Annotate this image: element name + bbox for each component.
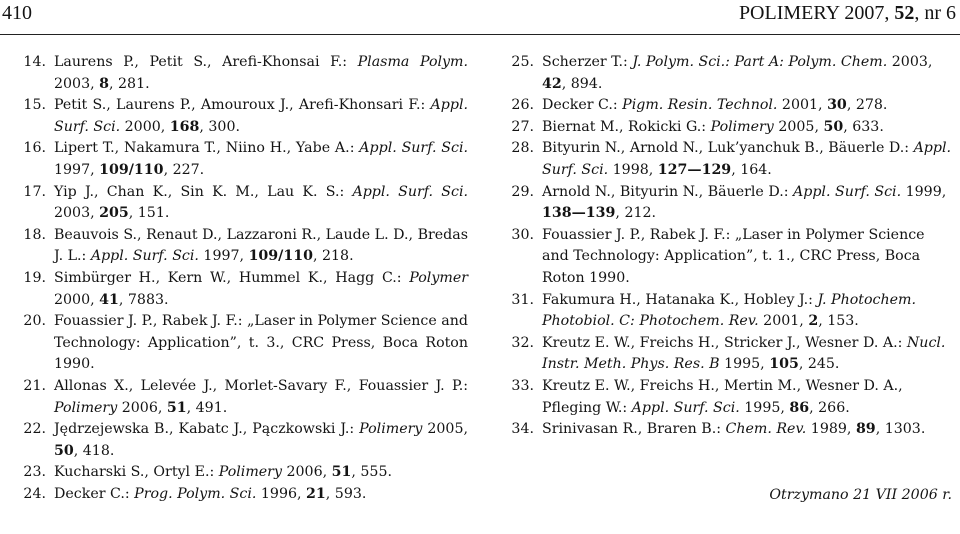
reference-segment: Srinivasan R., Braren B.:	[542, 421, 726, 438]
reference-source: J. Photochem. Photobiol. C: Photochem. Rev.	[542, 291, 916, 330]
reference-number: 21.	[23, 377, 46, 394]
reference-item	[14, 182, 468, 225]
reference-text	[542, 225, 952, 290]
reference-source: Polimery	[54, 399, 118, 416]
reference-volume: 42	[542, 75, 562, 92]
reference-text	[54, 376, 468, 419]
reference-segment: , 300.	[199, 118, 240, 135]
reference-segment: 2001,	[758, 313, 809, 330]
reference-segment: , 418.	[73, 442, 115, 459]
reference-source: Appl. Surf. Sci.	[352, 183, 468, 200]
reference-segment: , 633.	[843, 118, 884, 135]
reference-text	[542, 376, 952, 419]
reference-segment: Bityurin N., Arnold N., Luk’yanchuk B., Bäuerle D.:	[542, 140, 914, 157]
reference-source: Polymer	[409, 269, 468, 286]
reference-item	[506, 182, 952, 225]
reference-segment: , 218.	[312, 248, 354, 265]
reference-source: Appl. Surf. Sci.	[54, 97, 468, 135]
reference-segment: Fouassier J. P., Rabek J. F.: „Laser in Polymer Science and Technology: Application”, t. 3., CRC Press, Boca Roton 1990.	[54, 313, 468, 373]
reference-segment: 2001,	[777, 97, 828, 114]
reference-number: 18.	[23, 226, 46, 243]
journal-title: POLIMERY 2007, 52, nr 6	[738, 2, 956, 24]
reference-segment: 2005,	[773, 118, 824, 135]
reference-text	[542, 117, 952, 139]
reference-item	[14, 52, 468, 95]
reference-text	[54, 268, 468, 311]
page-header	[0, 0, 960, 35]
reference-number: 23.	[23, 464, 46, 481]
reference-item	[14, 268, 468, 311]
reference-segment: , 555.	[351, 464, 392, 481]
reference-segment: Decker C.:	[542, 97, 623, 114]
reference-segment: 2006,	[281, 464, 332, 481]
reference-item	[14, 462, 468, 484]
reference-volume: 127—129	[657, 161, 732, 178]
reference-source: Appl. Surf. Sci.	[90, 248, 199, 265]
reference-source: Polimery	[218, 464, 282, 481]
reference-volume: 21	[306, 485, 326, 502]
reference-source: Appl. Surf. Sci.	[631, 399, 740, 416]
reference-text	[54, 225, 468, 268]
reference-volume: 2	[808, 313, 819, 330]
reference-text	[54, 484, 468, 506]
reference-source: Plasma Polym.	[357, 54, 468, 70]
reference-number: 17.	[23, 183, 46, 200]
reference-text	[54, 182, 468, 225]
reference-number: 31.	[511, 291, 534, 308]
reference-source: Appl. Surf. Sci.	[542, 140, 952, 178]
reference-item	[506, 376, 952, 419]
reference-segment: 2003,	[54, 75, 100, 92]
reference-volume: 109/110	[99, 161, 164, 178]
reference-number: 22.	[23, 421, 46, 438]
reference-segment: Decker C.:	[54, 485, 135, 502]
reference-segment: 2006,	[117, 399, 167, 416]
reference-text	[542, 333, 952, 376]
reference-number: 14.	[23, 54, 46, 70]
reference-segment: , 227.	[163, 161, 205, 178]
reference-volume: 50	[54, 442, 74, 459]
reference-text	[54, 311, 468, 376]
reference-item	[14, 376, 468, 419]
reference-segment: 2000,	[120, 118, 170, 135]
reference-number: 19.	[23, 269, 46, 286]
reference-segment: Beauvois S., Renaut D., Lazzaroni R., Laude L. D., Bredas J. L.:	[54, 226, 468, 265]
reference-item	[506, 95, 952, 117]
reference-text	[54, 419, 468, 462]
reference-segment: 2000,	[54, 291, 100, 308]
reference-source: Polimery	[359, 421, 423, 438]
reference-number: 33.	[511, 377, 534, 394]
reference-segment: Kucharski S., Ortyl E.:	[54, 464, 219, 481]
reference-segment: 1999,	[901, 183, 947, 200]
reference-volume: 50	[823, 118, 844, 135]
reference-item	[506, 333, 952, 376]
reference-segment: Simbürger H., Kern W., Hummel K., Hagg C.:	[54, 269, 410, 286]
reference-segment: , 7883.	[118, 291, 169, 308]
reference-segment: , 151.	[128, 205, 170, 222]
reference-text	[542, 138, 952, 181]
reference-source: Appl. Surf. Sci.	[793, 183, 902, 200]
reference-segment: , 281.	[109, 75, 150, 92]
reference-number: 25.	[511, 54, 534, 70]
reference-number: 28.	[511, 140, 534, 157]
reference-volume: 105	[769, 356, 799, 373]
journal-volume: 52	[894, 2, 915, 24]
reference-item	[14, 484, 468, 506]
reference-text	[542, 290, 952, 333]
reference-segment: 2003,	[887, 54, 933, 70]
references-right-column	[506, 52, 952, 441]
reference-source: Pigm. Resin. Technol.	[622, 97, 778, 114]
reference-source: Prog. Polym. Sci.	[134, 485, 257, 502]
reference-item	[14, 419, 468, 462]
reference-volume: 30	[827, 97, 847, 114]
reference-segment: 1995,	[739, 399, 790, 416]
reference-number: 32.	[511, 334, 534, 351]
reference-source: Chem. Rev.	[725, 421, 807, 438]
reference-segment: 1995,	[719, 356, 770, 373]
reference-segment: Petit S., Laurens P., Amouroux J., Arefi-Khonsari F.:	[54, 97, 431, 114]
journal-name: POLIMERY 2007,	[738, 2, 890, 24]
reference-item	[506, 138, 952, 181]
reference-segment: , 153.	[818, 313, 859, 330]
reference-volume: 109/110	[248, 248, 313, 265]
reference-segment: 2005,	[422, 421, 468, 438]
reference-number: 27.	[511, 118, 534, 135]
reference-text	[54, 462, 468, 484]
reference-volume: 41	[99, 291, 119, 308]
references-left-column	[14, 52, 468, 505]
reference-number: 29.	[511, 183, 534, 200]
reference-segment: Allonas X., Lelevée J., Morlet-Savary F., Fouassier J. P.:	[54, 377, 468, 394]
reference-segment: , 491.	[186, 399, 228, 416]
reference-segment: Lipert T., Nakamura T., Niino H., Yabe A.:	[54, 140, 360, 157]
reference-volume: 138—139	[542, 205, 616, 222]
reference-item	[14, 225, 468, 268]
reference-segment: Kreutz E. W., Freichs H., Stricker J., Wesner D. A.:	[542, 334, 907, 351]
reference-item	[14, 311, 468, 376]
reference-number: 16.	[23, 140, 46, 157]
reference-volume: 89	[855, 421, 876, 438]
reference-segment: Kreutz E. W., Freichs H., Mertin M., Wesner D. A., Pfleging W.:	[542, 377, 903, 416]
reference-segment: Biernat M., Rokicki G.:	[542, 118, 711, 135]
reference-volume: 8	[99, 75, 110, 92]
reference-item	[14, 95, 468, 138]
reference-segment: Scherzer T.:	[542, 54, 633, 70]
reference-text	[54, 95, 468, 138]
reference-item	[506, 117, 952, 139]
reference-item	[506, 225, 952, 290]
reference-source: Appl. Surf. Sci.	[359, 140, 468, 157]
reference-segment: Arnold N., Bityurin N., Bäuerle D.:	[542, 183, 794, 200]
reference-text	[542, 52, 952, 95]
reference-segment: Fouassier J. P., Rabek J. F.: „Laser in Polymer Science and Technology: Application”, t. 1., CRC Press, Boca Roton 1990.	[542, 226, 925, 286]
reference-item	[14, 138, 468, 181]
reference-volume: 168	[169, 118, 200, 135]
reference-source: J. Polym. Sci.: Part A: Polym. Chem.	[632, 54, 888, 70]
reference-segment: , 894.	[561, 75, 603, 92]
reference-segment: , 212.	[615, 205, 657, 222]
reference-segment: Fakumura H., Hatanaka K., Hobley J.:	[542, 291, 818, 308]
reference-number: 24.	[23, 485, 46, 502]
reference-segment: , 593.	[325, 485, 367, 502]
reference-text	[542, 182, 952, 225]
reference-segment: Laurens P., Petit S., Arefi-Khonsai F.:	[54, 54, 358, 70]
reference-text	[542, 419, 952, 441]
reference-number: 34.	[511, 421, 534, 438]
reference-item	[506, 419, 952, 441]
reference-segment: 2003,	[54, 205, 100, 222]
reference-segment: , 1303.	[875, 421, 926, 438]
reference-volume: 205	[99, 205, 129, 222]
reference-text	[542, 95, 952, 117]
reference-item	[506, 290, 952, 333]
reference-volume: 51	[331, 464, 352, 481]
reference-volume: 86	[789, 399, 810, 416]
page-number: 410	[2, 2, 32, 24]
reference-segment: Yip J., Chan K., Sin K. M., Lau K. S.:	[54, 183, 353, 200]
reference-segment: , 164.	[731, 161, 772, 178]
reference-segment: 1996,	[256, 485, 307, 502]
reference-segment: 1989,	[806, 421, 856, 438]
reference-source: Nucl. Instr. Meth. Phys. Res. B	[542, 334, 946, 373]
reference-segment: 1998,	[608, 161, 658, 178]
reference-number: 26.	[511, 97, 534, 114]
reference-source: Polimery	[710, 118, 774, 135]
reference-number: 15.	[23, 97, 46, 114]
reference-segment: , 266.	[809, 399, 850, 416]
reference-volume: 51	[166, 399, 187, 416]
reference-segment: 1997,	[198, 248, 249, 265]
reference-text	[54, 52, 468, 95]
reference-segment: Jędrzejewska B., Kabatc J., Pączkowski J.:	[54, 421, 360, 438]
journal-issue: nr 6	[924, 2, 956, 24]
reference-text	[54, 138, 468, 181]
received-date: Otrzymano 21 VII 2006 r.	[769, 487, 952, 503]
reference-segment: 1997,	[54, 161, 100, 178]
reference-item	[506, 52, 952, 95]
reference-segment: , 245.	[798, 356, 840, 373]
reference-segment: , 278.	[846, 97, 888, 114]
reference-number: 30.	[511, 226, 534, 243]
reference-number: 20.	[23, 313, 46, 330]
